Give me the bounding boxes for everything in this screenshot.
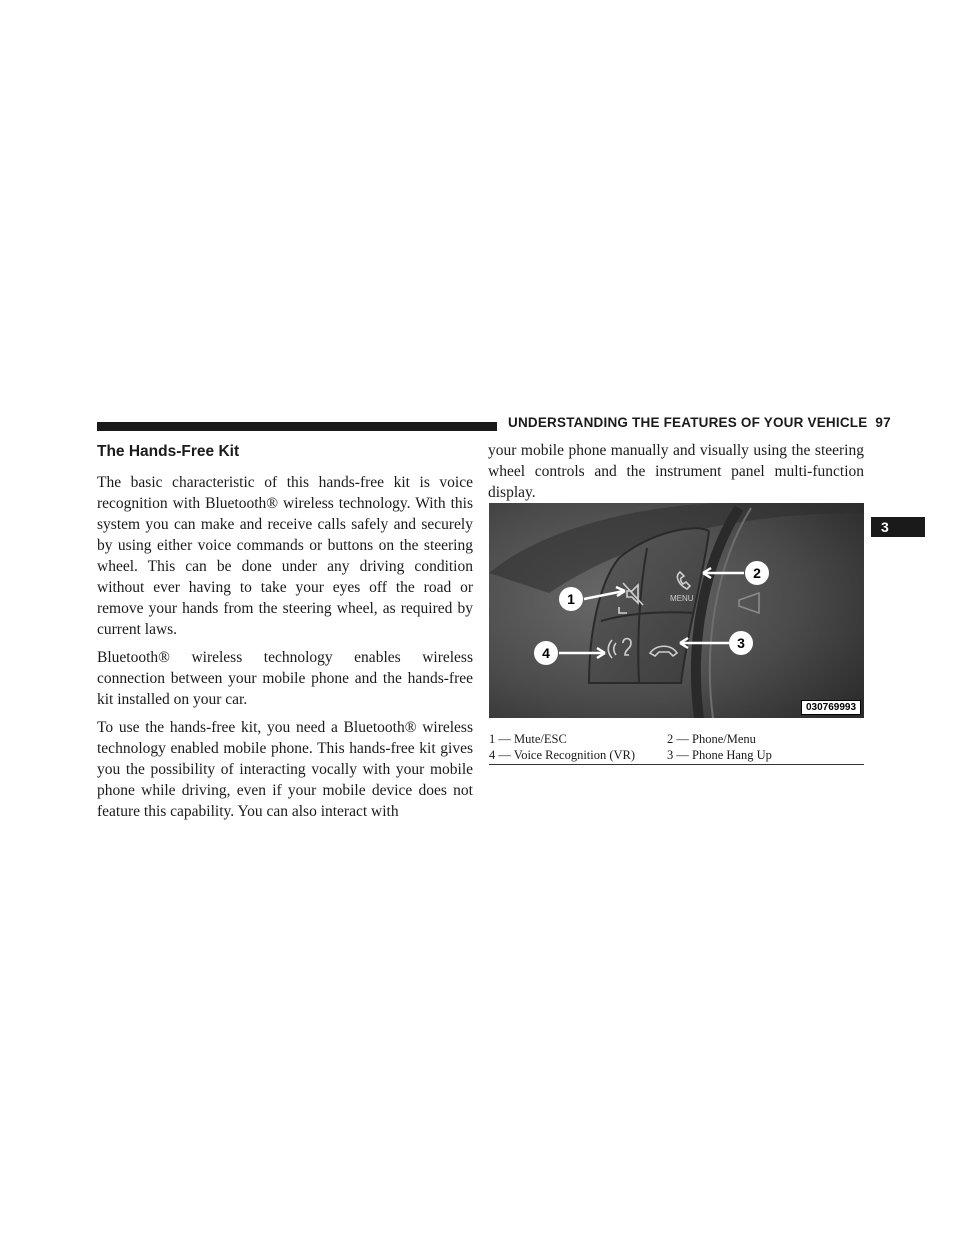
- paragraph-3-part-2: your mobile phone manually and visually using the steering wheel controls and the instrument panel multi-function display.: [488, 442, 864, 501]
- paragraph-3-part-1: To use the hands-free kit, you need a Bluetooth® wireless technology enabled mobile phone. This hands-free kit gives you the possibility of interacting vocally with your mobile phone while driving, even if your mobile device does not feature this capability. You can also interact with: [97, 719, 473, 820]
- page-number: 97: [875, 415, 891, 430]
- menu-label: MENU: [670, 594, 694, 603]
- legend-row: [489, 747, 864, 763]
- svg-text:4: 4: [542, 645, 550, 661]
- callout-4: [534, 641, 558, 665]
- svg-text:3: 3: [737, 635, 745, 651]
- section-title: UNDERSTANDING THE FEATURES OF YOUR VEHICLE: [508, 415, 868, 430]
- paragraph-1: The basic characteristic of this hands-free kit is voice recognition with Bluetooth® wireless technology. With this system you can make and receive calls safely and securely by using either voice commands or buttons on the steering wheel. This can be done under any driving condition without ever having to take your eyes off the road or remove your hands from the steering wheel, as required by current laws.: [97, 474, 473, 638]
- callout-2: [745, 561, 769, 585]
- running-header: [508, 415, 891, 430]
- svg-text:1: 1: [567, 591, 575, 607]
- legend-item-voice: 4 — Voice Recognition (VR): [489, 748, 636, 762]
- svg-text:2: 2: [753, 565, 761, 581]
- legend-item-phone: 2 — Phone/Menu: [667, 732, 756, 746]
- left-column: [97, 440, 473, 829]
- legend-row: [489, 731, 864, 747]
- figure-illustration: [489, 503, 864, 718]
- callout-1: [559, 587, 583, 611]
- chapter-tab[interactable]: 3: [871, 517, 925, 537]
- steering-wheel-controls-figure: [489, 503, 864, 718]
- right-column: [488, 440, 864, 510]
- section-heading: The Hands-Free Kit: [97, 443, 240, 460]
- callout-3: [729, 631, 753, 655]
- header-rule: [97, 422, 497, 431]
- paragraph-2: Bluetooth® wireless technology enables wireless connection between your mobile phone and the hands-free kit installed on your car.: [97, 649, 473, 708]
- figure-legend: [489, 731, 864, 765]
- legend-item-hangup: 3 — Phone Hang Up: [667, 748, 772, 762]
- figure-code: 030769993: [801, 700, 861, 715]
- legend-item-mute: 1 — Mute/ESC: [489, 732, 567, 746]
